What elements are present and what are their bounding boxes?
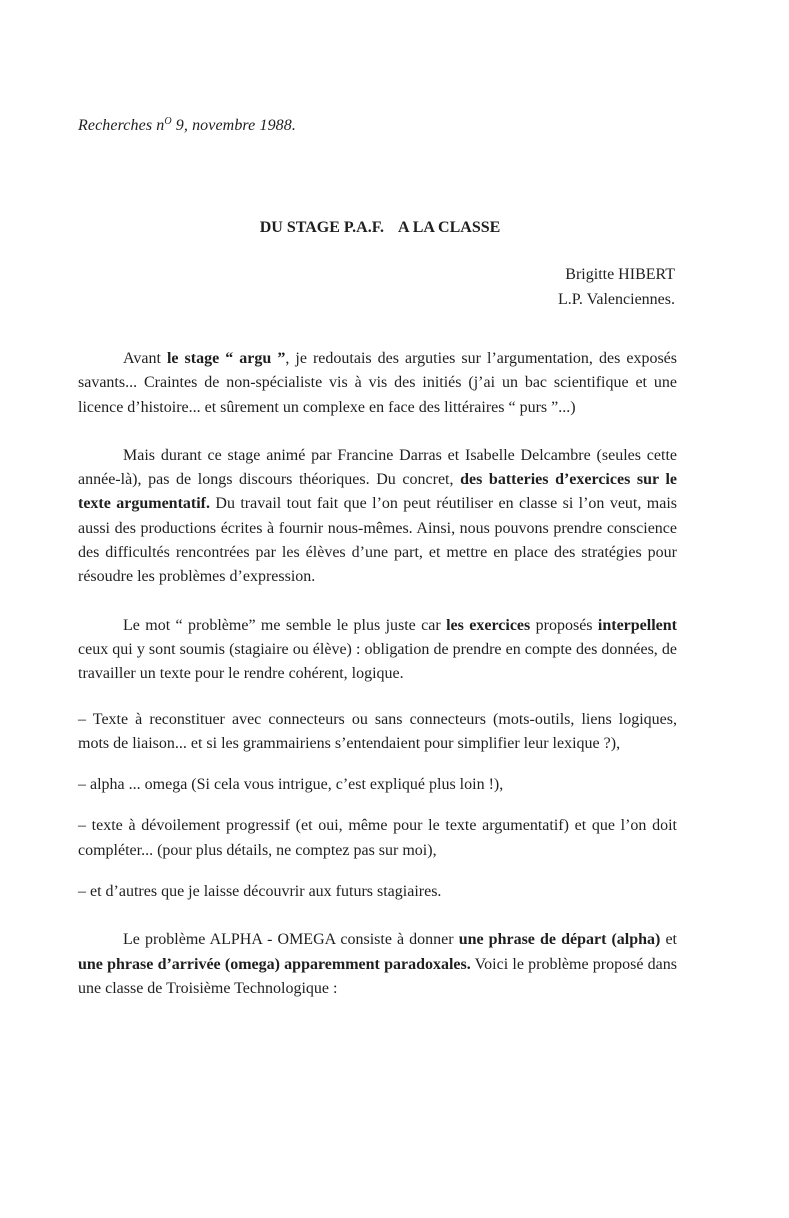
- author-name: Brigitte HIBERT: [565, 266, 675, 283]
- author-affiliation: L.P. Valenciennes.: [557, 291, 675, 308]
- article-title-part2: A LA CLASSE: [398, 219, 501, 236]
- author-block: [558, 262, 675, 312]
- journal-number-sign: O: [164, 116, 172, 127]
- article-title: [0, 219, 760, 237]
- paragraph-intro: [78, 347, 677, 420]
- paragraph-stage-emphasis: des batteries d’exercices sur le texte argumentatif.: [78, 471, 677, 513]
- list-item-devoilement-progressif: – texte à dévoilement progressif (et oui, même pour le texte argumentatif) et que l’on doit compléter... (pour plus détails, ne comptez pas sur moi),: [78, 817, 677, 859]
- journal-reference: [78, 116, 296, 135]
- paragraph-stage-text-1: Mais durant ce stage animé par Francine Darras et Isabelle Delcambre (seules cette année-là), pas de longs discours théoriques. Du concret,: [78, 446, 677, 489]
- list-item-autres: – et d’autres que je laisse découvrir aux futurs stagiaires.: [78, 883, 442, 901]
- paragraph-probleme-text-2: proposés: [530, 616, 598, 634]
- paragraph-alpha-omega-text-2: et: [660, 931, 678, 949]
- paragraph-stage-text-2: Du travail tout fait que l’on peut réutiliser en classe si l’on veut, mais aussi des productions écrites à fournir nous-mêmes. Ainsi, nous pouvons prendre conscience des difficultés rencontrées par les élèves d’une part, et mettre en place des stratégies pour résoudre les problèmes d’expression.: [78, 495, 677, 586]
- paragraph-intro-emphasis: le stage “ argu ”: [166, 350, 286, 367]
- paragraph-intro-text-1: Avant: [123, 350, 167, 367]
- paragraph-alpha-omega-text-1: Le problème ALPHA - OMEGA consiste à donner: [123, 931, 459, 949]
- paragraph-probleme: [78, 614, 677, 687]
- paragraph-alpha-omega-text-3: Voici le problème proposé dans une classe de Troisième Technologique :: [78, 955, 677, 997]
- paragraph-probleme-text-3: ceux qui y sont soumis (stagiaire ou élève) : obligation de prendre en compte des données, de travailler un texte pour le rendre cohérent, logique.: [78, 640, 677, 683]
- article-title-part1: DU STAGE P.A.F.: [259, 219, 385, 236]
- paragraph-alpha-omega-emphasis-2: une phrase d’arrivée (omega) apparemment paradoxales.: [78, 955, 471, 973]
- article-body: [78, 347, 677, 1001]
- list-item-texte-a-reconstituer: – Texte à reconstituer avec connecteurs ou sans connecteurs (mots-outils, liens logiques, mots de liaison... et si les grammairiens s’entendaient pour simplifier leur lexique ?),: [78, 710, 677, 752]
- paragraph-probleme-text-1: Le mot “ problème” me semble le plus juste car: [123, 616, 447, 634]
- paragraph-intro-text-2: , je redoutais des arguties sur l’argumentation, des exposés savants... Craintes de non-spécialiste vis à vis des initiés (j’ai un bac scientifique et une licence d’histoire... et sûrement un complexe en face des littéraires “ purs ”...): [78, 350, 678, 416]
- paragraph-alpha-omega-emphasis-1: une phrase de départ (alpha): [458, 931, 661, 949]
- list-item-alpha-omega: – alpha ... omega (Si cela vous intrigue, c’est expliqué plus loin !),: [78, 776, 504, 794]
- paragraph-probleme-emphasis-1: les exercices: [446, 616, 531, 634]
- paragraph-probleme-emphasis-2: interpellent: [597, 616, 677, 634]
- journal-issue-date: 9, novembre 1988.: [171, 117, 296, 134]
- paragraph-stage: [78, 444, 677, 590]
- paragraph-alpha-omega: [78, 928, 677, 1001]
- journal-reference-text: Recherches n: [78, 117, 165, 134]
